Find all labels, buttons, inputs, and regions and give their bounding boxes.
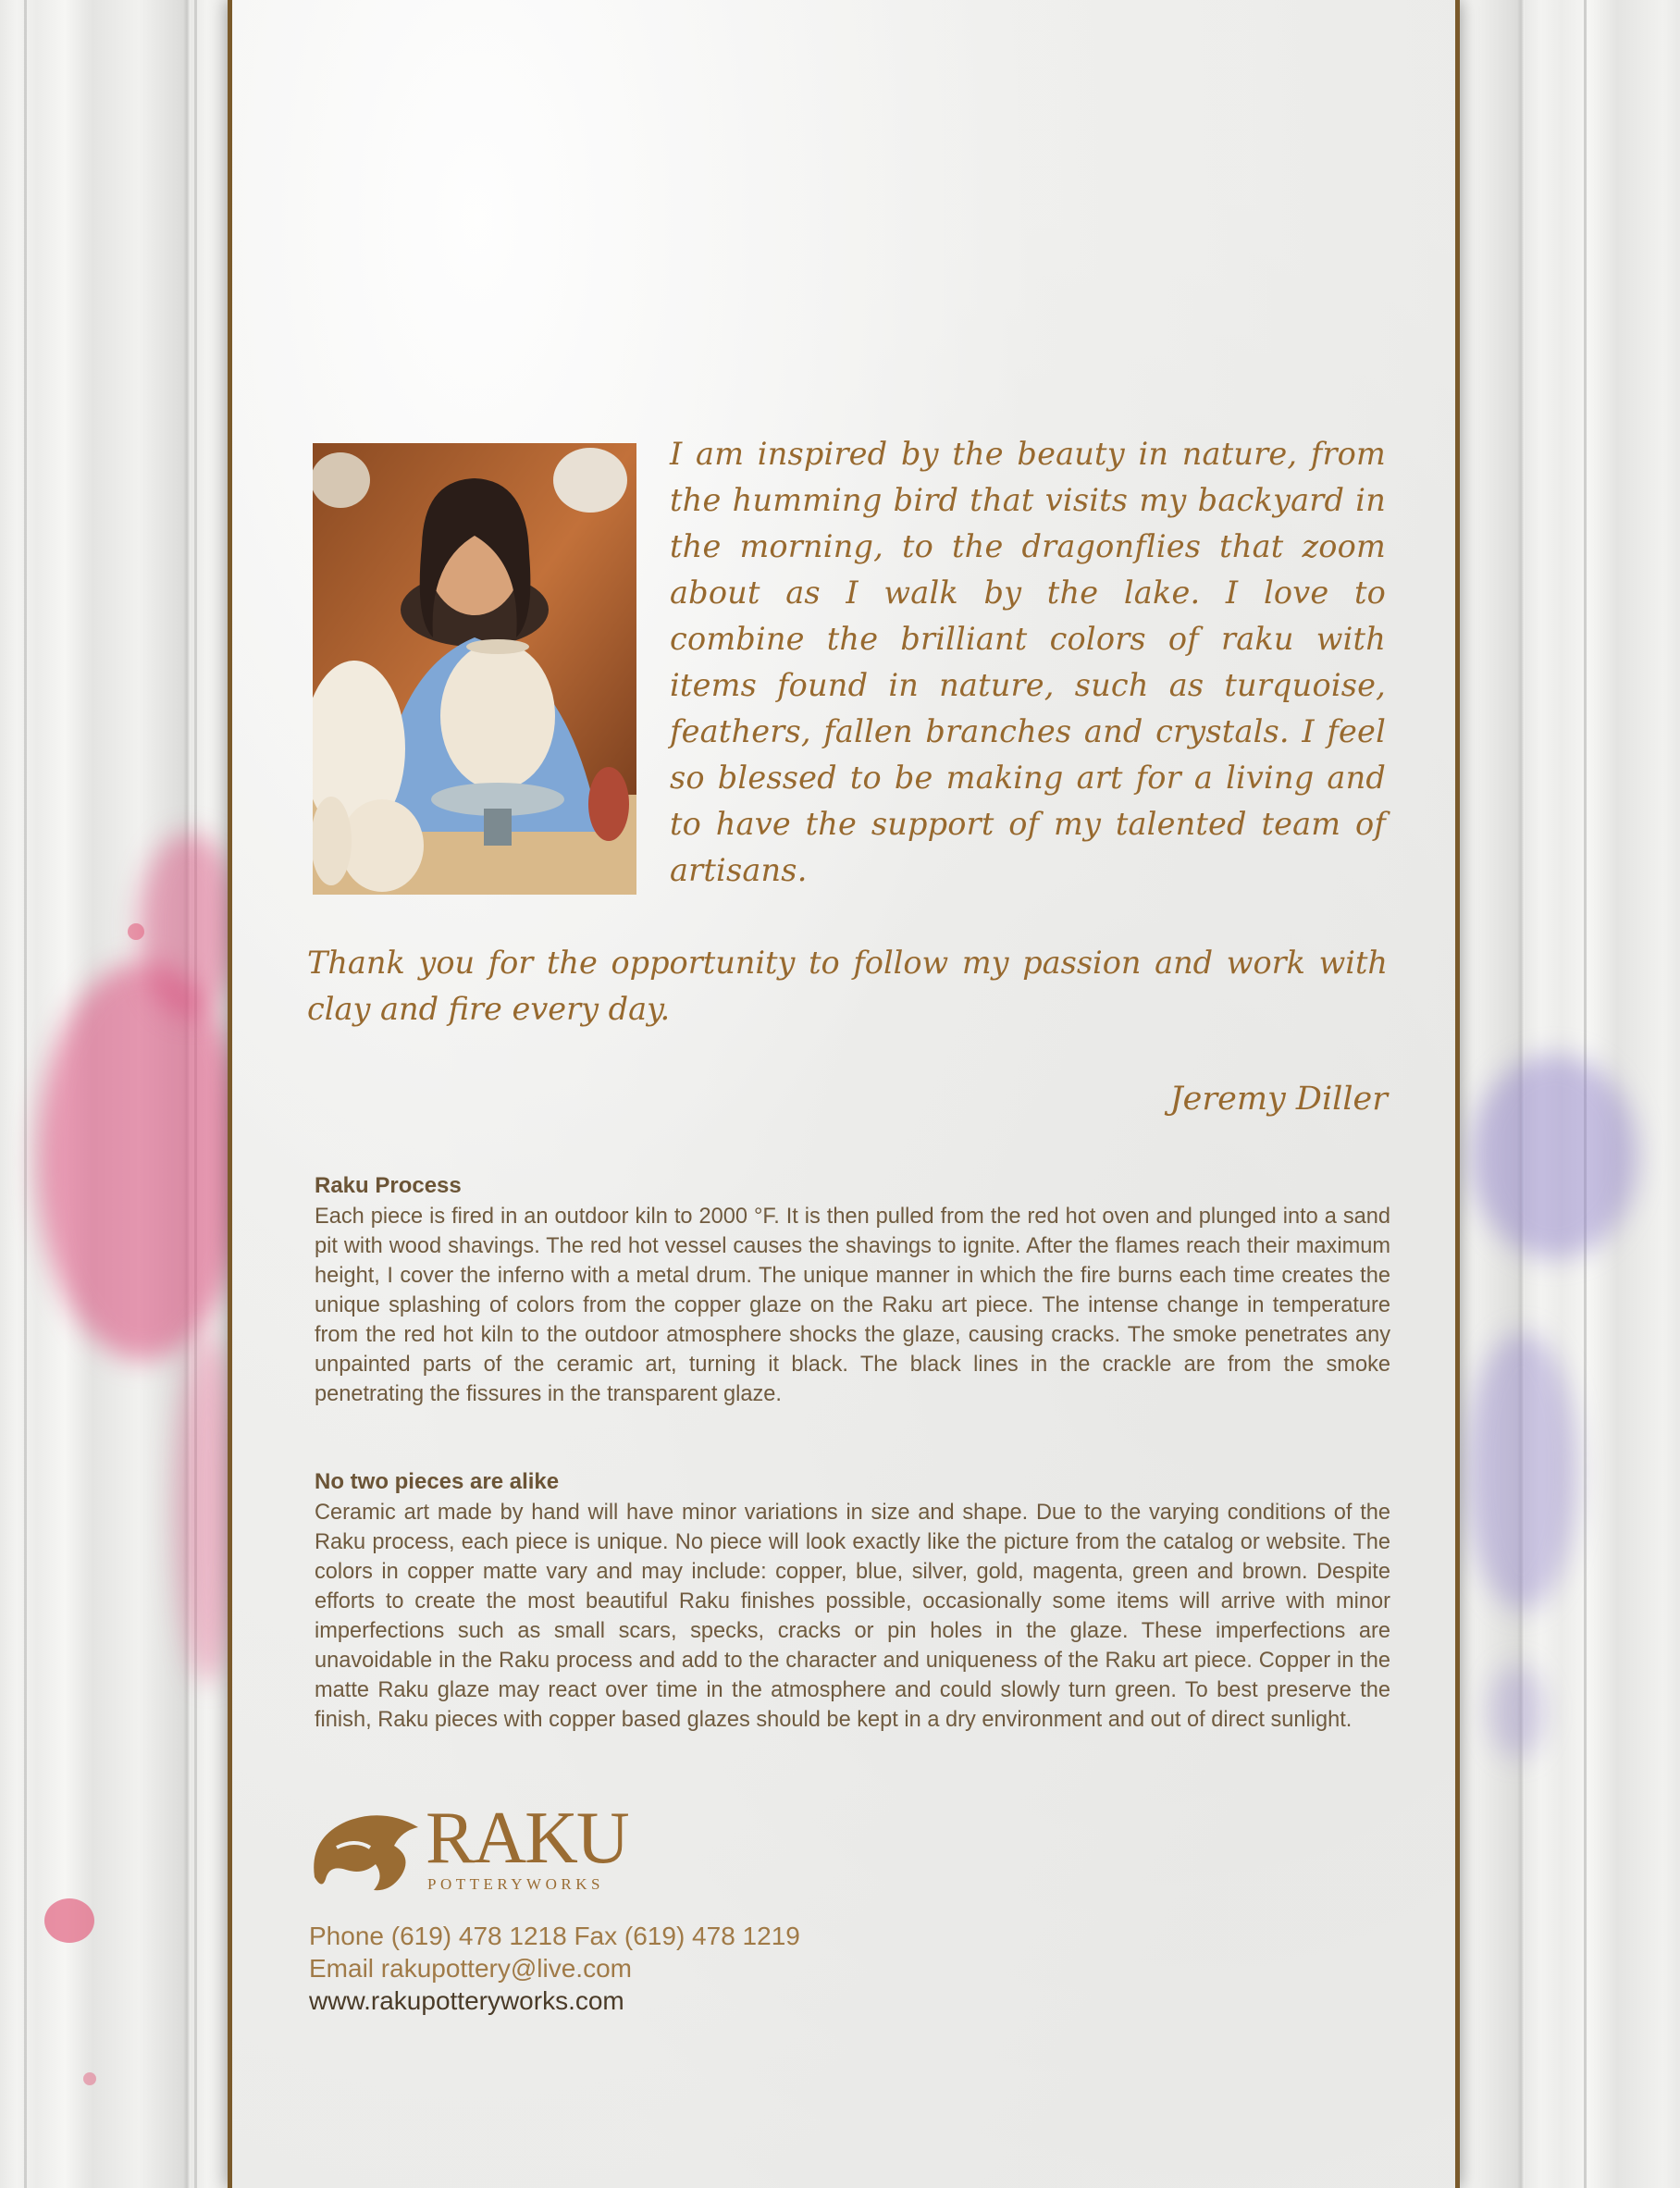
email-contact[interactable]: Email rakupottery@live.com [309,1954,632,1983]
thank-you-note: Thank you for the opportunity to follow my passion and work with clay and fire every day. [307,945,1388,1027]
purple-paint-splash [1471,1055,1637,1258]
logo-wordmark: RAKU [426,1798,628,1879]
no-two-alike-heading: No two pieces are alike [315,1469,560,1494]
phone-fax: Phone (619) 478 1218 Fax (619) 478 1219 [309,1922,800,1950]
pink-paint-drop [44,1898,94,1943]
raku-process-body: Each piece is fired in an outdoor kiln to 2000 °F. It is then pulled from the red hot oven and plunged into a sand pit with wood shavings. The red hot vessel causes the shavings to ignite. After the flames reach their maximum height, I cover the inferno with a metal drum. The unique manner in which the fire burns each time creates the unique splashing of colors from the copper glaze on the Raku art piece. The intense change in temperature from the red hot kiln to the outdoor atmosphere shocks the glaze, causing cracks. The smoke penetrates any unpainted parts of the ceramic art, turning it black. The black lines in the crackle are from the smoke penetrating the fissures in the transparent glaze. [315,1205,1390,1406]
raku-potteryworks-logo [309,1798,635,1899]
pink-paint-drop [128,923,144,940]
plank-seam [24,0,27,2188]
artist-photo-illustration [313,443,636,895]
artist-quote: I am inspired by the beauty in nature, from the humming bird that visits my backyard in the morning, to the dragonflies that zoom about as I walk by the lake. I love to combine the brilliant colors of raku with items found in nature, such as turquoise, feathers, fallen branches and crystals. I feel so blessed to be making art for a living and to have the support of my talented team of artisans. [670,436,1386,888]
pink-paint-drop [83,2072,96,2085]
artist-photo [313,443,636,895]
website-link[interactable]: www.rakupotteryworks.com [309,1986,624,2015]
logo-subtitle: POTTERYWORKS [427,1875,604,1893]
purple-paint-splash [1489,1665,1545,1758]
pink-paint-splash [139,833,241,1018]
pink-paint-splash [37,962,250,1360]
artist-signature: Jeremy Diller [1169,1081,1388,1118]
pottery-logo-icon [309,1811,426,1896]
no-two-alike-body: Ceramic art made by hand will have minor variations in size and shape. Due to the varying conditions of the Raku process, each piece is unique. No piece will look exactly like the picture from the catalog or website. The colors in copper matte vary and may include: copper, blue, silver, gold, magenta, green and brown. Despite efforts to create the most beautiful Raku finishes possible, occasionally some items will arrive with minor imperfections such as small scars, specks, cracks or pin holes in the glaze. These imperfections are unavoidable in the Raku process and add to the character and uniqueness of the Raku art piece. Copper in the matte Raku glaze may react over time in the atmosphere and could slowly turn green. To best preserve the finish, Raku pieces with copper based glazes should be kept in a dry environment and out of direct sunlight. [315,1501,1390,1732]
purple-paint-splash [1466,1332,1577,1610]
raku-process-heading: Raku Process [315,1173,462,1198]
